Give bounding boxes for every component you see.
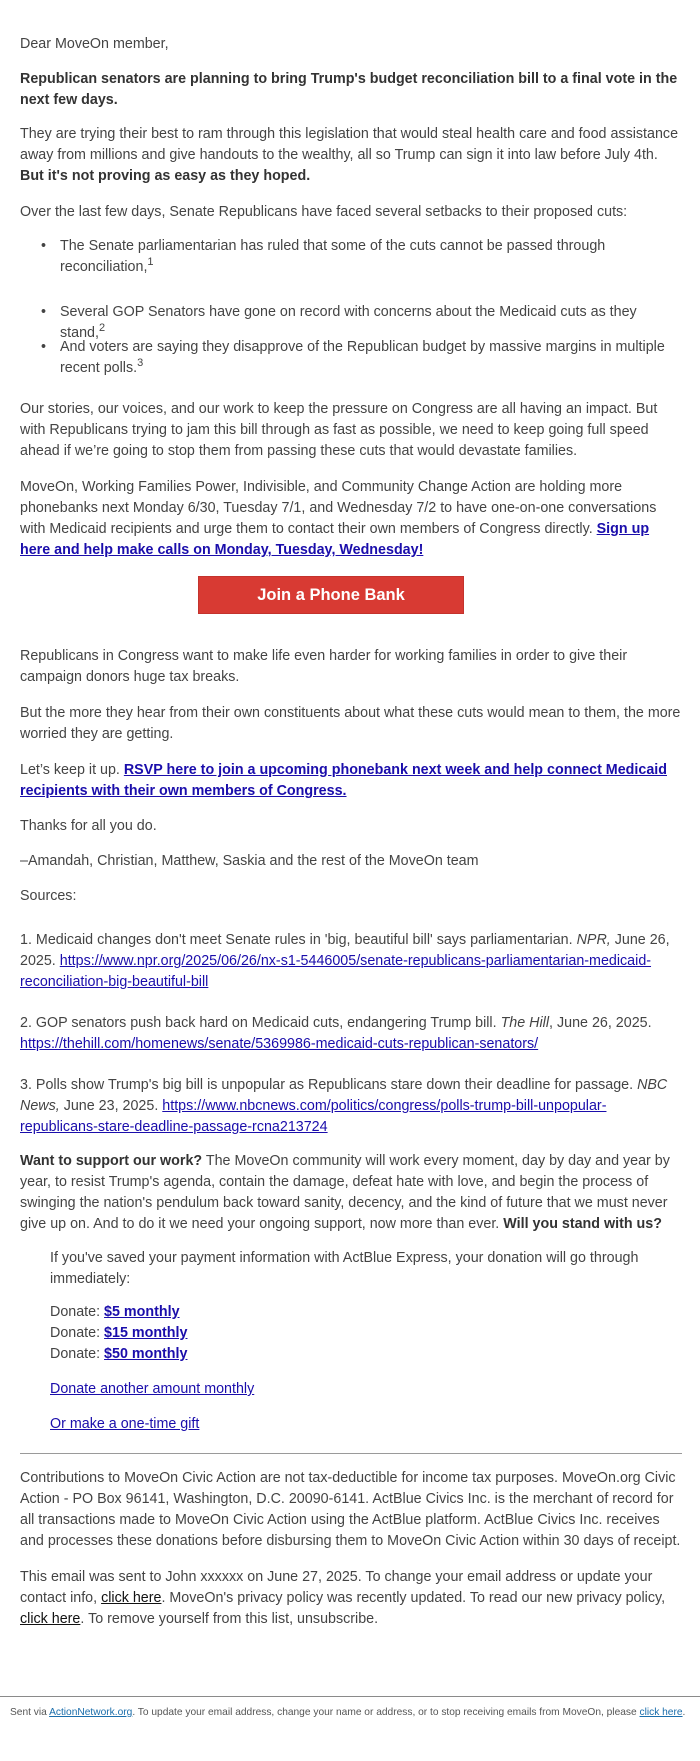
donate-prefix: Donate: [50, 1346, 105, 1362]
rsvp-link[interactable]: RSVP here to join a upcoming phonebank next week and help connect Medicaid recipients with their own members of Congress. [20, 762, 667, 799]
donate-row [50, 1302, 670, 1323]
source-title: Medicaid changes don't meet Senate rules in 'big, beautiful bill' says parliamentarian. [35, 932, 577, 948]
support-close: Will you stand with us? [503, 1216, 662, 1232]
source-date: June 26, 2025. [20, 932, 670, 969]
source-date: June 23, 2025. [59, 1098, 163, 1114]
source-publication: NBC News, [20, 1077, 668, 1114]
bullet-dot: • [41, 304, 47, 320]
support-paragraph [20, 1151, 682, 1235]
donate-15-monthly-link[interactable]: $15 monthly [104, 1325, 188, 1341]
paragraph-ram [20, 124, 682, 187]
bullet-text: Several GOP Senators have gone on record with concerns about the Medicaid cuts as they stand, [60, 304, 637, 341]
email-notice [20, 1567, 682, 1630]
source-number: 3. [20, 1077, 36, 1093]
source-url[interactable]: https://www.nbcnews.com/politics/congress/polls-trump-bill-unpopular-republicans-stare-deadline-passage-rcna213724 [20, 1098, 607, 1135]
source-url[interactable]: https://thehill.com/homenews/senate/5369986-medicaid-cuts-republican-senators/ [20, 1036, 539, 1052]
source-item [20, 1075, 682, 1138]
bullet-text: The Senate parliamentarian has ruled that some of the cuts cannot be passed through reconciliation, [60, 238, 606, 275]
sources-label: Sources: [20, 888, 77, 904]
source-title: Polls show Trump's big bill is unpopular as Republicans stare down their deadline for passage. [35, 1077, 638, 1093]
source-publication: The Hill [500, 1015, 550, 1031]
sign-up-link[interactable]: Sign up here and help make calls on Monday, Tuesday, Wednesday! [20, 521, 650, 558]
footer-divider [0, 1696, 700, 1697]
paragraph-ram-text: They are trying their best to ram through this legislation that would steal health care and food assistance away from millions and give handouts to the wealthy, all so Trump can sign it into law before July 4th. [20, 126, 679, 163]
thanks: Thanks for all you do. [20, 818, 157, 834]
actblue-note: If you've saved your payment information with ActBlue Express, your donation will go through immediately: [50, 1250, 639, 1287]
update-contact-link[interactable]: click here [101, 1590, 162, 1606]
donate-row [50, 1344, 670, 1365]
source-title: GOP senators push back hard on Medicaid cuts, endangering Trump bill. [35, 1015, 501, 1031]
donate-prefix: Donate: [50, 1304, 105, 1320]
greeting: Dear MoveOn member, [20, 36, 169, 52]
donate-row [50, 1323, 670, 1344]
bullet-text: And voters are saying they disapprove of the Republican budget by massive margins in multiple recent polls. [60, 339, 665, 376]
divider [20, 1453, 682, 1454]
lede-text: Republican senators are planning to bring Trump's budget reconciliation bill to a final vote in the next few days. [20, 71, 678, 108]
source-number: 2. [20, 1015, 36, 1031]
source-publication: NPR, [576, 932, 611, 948]
one-time-gift-link[interactable]: Or make a one-time gift [50, 1416, 200, 1432]
bullet-dot: • [41, 339, 47, 355]
bullet-item [41, 337, 680, 379]
paragraph-stories: Our stories, our voices, and our work to keep the pressure on Congress are all having an impact. But with Republicans trying to jam this bill through as fast as possible, we need to keep going full speed ahead if we’re going to stop them from passing these cuts that would devastate families. [20, 401, 658, 459]
footer-text-part: . [682, 1707, 686, 1718]
privacy-policy-link[interactable]: click here [20, 1611, 81, 1627]
signoff: –Amandah, Christian, Matthew, Saskia and the rest of the MoveOn team [20, 853, 479, 869]
paragraph-phonebanks [20, 477, 682, 561]
donate-prefix: Donate: [50, 1325, 105, 1341]
source-item [20, 930, 682, 993]
join-phone-bank-button[interactable]: Join a Phone Bank [198, 576, 464, 614]
paragraph-ram-bold: But it's not proving as easy as they hoped. [20, 168, 311, 184]
actionnetwork-link[interactable]: ActionNetwork.org [49, 1707, 133, 1718]
footnote-ref: 1 [147, 256, 154, 269]
footer-text-part: Sent via [10, 1707, 50, 1718]
paragraph-harder: Republicans in Congress want to make life even harder for working families in order to give their campaign donors huge tax breaks. [20, 648, 628, 685]
disclaimer: Contributions to MoveOn Civic Action are not tax-deductible for income tax purposes. MoveOn.org Civic Action - PO Box 96141, Washington, D.C. 20090-6141. ActBlue Civics Inc. is the merchant of record for all transactions made to MoveOn Civic Action using the ActBlue platform. ActBlue Civics Inc. receives and processes these donations before disbursing them to MoveOn Civic Action within 30 days of receipt. [20, 1470, 681, 1549]
footer-text [10, 1706, 690, 1720]
email-notice-text: . To remove yourself from this list, unsubscribe. [80, 1611, 379, 1627]
donate-5-monthly-link[interactable]: $5 monthly [104, 1304, 180, 1320]
support-lead: Want to support our work? [20, 1153, 203, 1169]
footer-text-part: . To update your email address, change your name or address, or to stop receiving emails from MoveOn, please [132, 1707, 640, 1718]
paragraph-setbacks: Over the last few days, Senate Republicans have faced several setbacks to their proposed cuts: [20, 204, 628, 220]
paragraph-keep-text: Let’s keep it up. [20, 762, 124, 778]
email-notice-text: . MoveOn's privacy policy was recently updated. To read our new privacy policy, [161, 1590, 666, 1606]
footnote-ref: 3 [137, 357, 144, 370]
source-item [20, 1013, 682, 1055]
email-notice-text: This email was sent to John xxxxxx on June 27, 2025. To change your email address or update your contact info, [20, 1569, 653, 1606]
bullet-dot: • [41, 238, 47, 254]
paragraph-worried: But the more they hear from their own constituents about what these cuts would mean to them, the more worried they are getting. [20, 705, 681, 742]
support-text: The MoveOn community will work every moment, day by day and year by year, to resist Trump's agenda, contain the damage, defeat hate with love, and begin the process of swinging the nation's pendulum back toward sanity, decency, and the kind of future that we must never give up on. And to do it we need your ongoing support, now more than ever. [20, 1153, 670, 1232]
donate-other-row [50, 1379, 670, 1400]
one-time-row [50, 1414, 670, 1435]
donate-50-monthly-link[interactable]: $50 monthly [104, 1346, 188, 1362]
source-date: , June 26, 2025. [549, 1015, 652, 1031]
paragraph-phonebanks-text: MoveOn, Working Families Power, Indivisible, and Community Change Action are holding more phonebanks next Monday 6/30, Tuesday 7/1, and Wednesday 7/2 to have one-on-one conversations with Medicaid recipients and urge them to contact their own members of Congress directly. [20, 479, 657, 537]
source-url[interactable]: https://www.npr.org/2025/06/26/nx-s1-5446005/senate-republicans-parliamentarian-medicaid-reconciliation-big-beautiful-bill [20, 953, 652, 990]
bullet-item [41, 236, 680, 278]
lede [20, 69, 682, 111]
footer-click-here-link[interactable]: click here [639, 1707, 683, 1718]
donate-other-amount-link[interactable]: Donate another amount monthly [50, 1381, 255, 1397]
footnote-ref: 2 [98, 322, 106, 335]
source-number: 1. [20, 932, 36, 948]
paragraph-keep [20, 760, 682, 802]
